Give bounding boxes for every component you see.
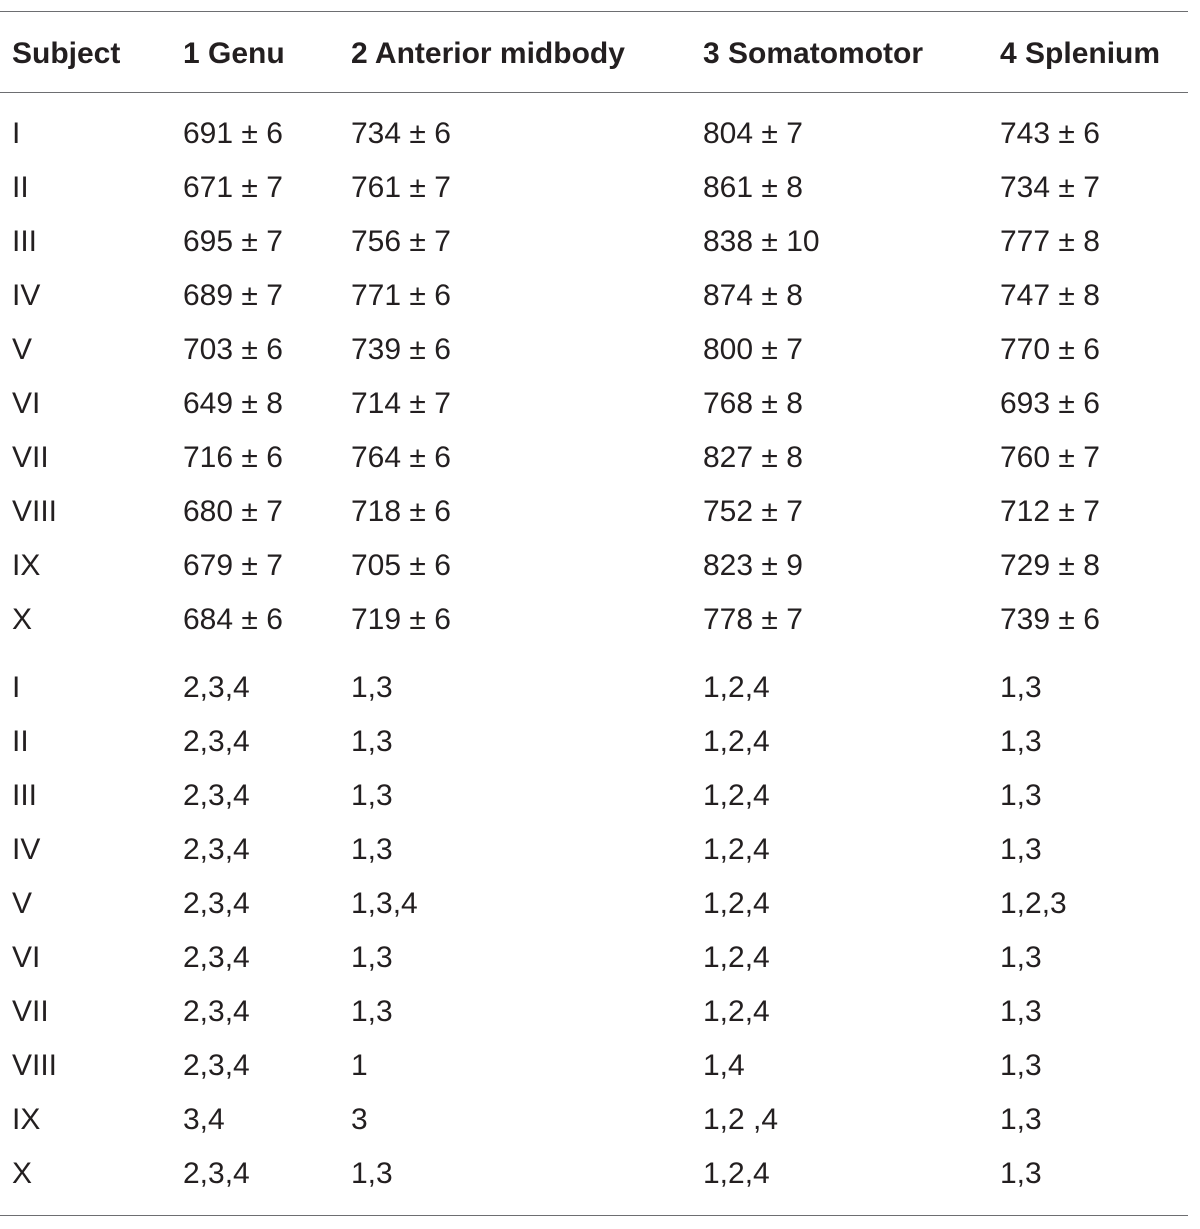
cell-subject: VIII (12, 1049, 58, 1082)
cell-genu: 691 ± 6 (183, 117, 283, 150)
cell-genu: 2,3,4 (183, 1049, 250, 1082)
cell-splenium: 1,3 (1000, 833, 1042, 866)
cell-somatomotor: 1,2,4 (703, 833, 770, 866)
cell-somatomotor: 1,2 ,4 (703, 1103, 779, 1136)
cell-genu: 684 ± 6 (183, 603, 283, 636)
cell-subject: V (12, 333, 33, 366)
cell-subject: VIII (12, 495, 58, 528)
cell-somatomotor: 1,2,4 (703, 671, 770, 704)
cell-somatomotor: 861 ± 8 (703, 171, 803, 204)
table-row (0, 276, 1200, 316)
cell-somatomotor: 1,2,4 (703, 1157, 770, 1190)
cell-genu: 695 ± 7 (183, 225, 283, 258)
cell-somatomotor: 804 ± 7 (703, 117, 803, 150)
cell-splenium: 1,3 (1000, 995, 1042, 1028)
cell-splenium: 734 ± 7 (1000, 171, 1100, 204)
cell-genu: 2,3,4 (183, 833, 250, 866)
cell-anterior-midbody: 1,3,4 (351, 887, 418, 920)
cell-anterior-midbody: 764 ± 6 (351, 441, 451, 474)
table-top-rule (0, 11, 1188, 12)
table-row (0, 884, 1200, 924)
cell-anterior-midbody: 1,3 (351, 1157, 393, 1190)
cell-genu: 680 ± 7 (183, 495, 283, 528)
cell-anterior-midbody: 1,3 (351, 995, 393, 1028)
cell-genu: 2,3,4 (183, 887, 250, 920)
cell-splenium: 760 ± 7 (1000, 441, 1100, 474)
table-row (0, 722, 1200, 762)
cell-subject: III (12, 779, 38, 812)
cell-splenium: 1,3 (1000, 671, 1042, 704)
table-row (0, 492, 1200, 532)
cell-genu: 2,3,4 (183, 1157, 250, 1190)
cell-anterior-midbody: 734 ± 6 (351, 117, 451, 150)
table-row (0, 600, 1200, 640)
cell-anterior-midbody: 761 ± 7 (351, 171, 451, 204)
header-splenium: 4 Splenium (1000, 37, 1161, 70)
header-anterior-midbody: 2 Anterior midbody (351, 37, 625, 70)
cell-anterior-midbody: 1,3 (351, 833, 393, 866)
table-row (0, 168, 1200, 208)
cell-splenium: 777 ± 8 (1000, 225, 1100, 258)
cell-splenium: 693 ± 6 (1000, 387, 1100, 420)
cell-subject: V (12, 887, 33, 920)
cell-genu: 2,3,4 (183, 671, 250, 704)
cell-somatomotor: 838 ± 10 (703, 225, 820, 258)
table-row (0, 330, 1200, 370)
header-somatomotor: 3 Somatomotor (703, 37, 924, 70)
table-row (0, 830, 1200, 870)
cell-genu: 2,3,4 (183, 995, 250, 1028)
table-row (0, 438, 1200, 478)
cell-splenium: 729 ± 8 (1000, 549, 1100, 582)
table-row (0, 668, 1200, 708)
cell-subject: IX (12, 549, 41, 582)
cell-genu: 671 ± 7 (183, 171, 283, 204)
table-row (0, 776, 1200, 816)
cell-genu: 2,3,4 (183, 779, 250, 812)
cell-subject: IV (12, 833, 41, 866)
cell-anterior-midbody: 1,3 (351, 779, 393, 812)
cell-genu: 3,4 (183, 1103, 225, 1136)
cell-subject: III (12, 225, 38, 258)
cell-anterior-midbody: 1,3 (351, 725, 393, 758)
header-genu: 1 Genu (183, 37, 285, 70)
cell-genu: 649 ± 8 (183, 387, 283, 420)
table-row (0, 938, 1200, 978)
table-bottom-rule (0, 1215, 1188, 1216)
cell-anterior-midbody: 3 (351, 1103, 368, 1136)
cell-splenium: 739 ± 6 (1000, 603, 1100, 636)
cell-genu: 716 ± 6 (183, 441, 283, 474)
cell-subject: II (12, 725, 29, 758)
cell-subject: IX (12, 1103, 41, 1136)
cell-subject: VII (12, 441, 49, 474)
cell-genu: 2,3,4 (183, 725, 250, 758)
cell-splenium: 712 ± 7 (1000, 495, 1100, 528)
cell-somatomotor: 874 ± 8 (703, 279, 803, 312)
cell-anterior-midbody: 771 ± 6 (351, 279, 451, 312)
cell-somatomotor: 1,2,4 (703, 995, 770, 1028)
cell-somatomotor: 1,2,4 (703, 779, 770, 812)
cell-somatomotor: 823 ± 9 (703, 549, 803, 582)
cell-subject: VI (12, 387, 41, 420)
cell-subject: X (12, 603, 33, 636)
cell-genu: 2,3,4 (183, 941, 250, 974)
cell-splenium: 743 ± 6 (1000, 117, 1100, 150)
cell-subject: I (12, 117, 21, 150)
cell-somatomotor: 1,2,4 (703, 887, 770, 920)
cell-splenium: 1,3 (1000, 779, 1042, 812)
cell-somatomotor: 752 ± 7 (703, 495, 803, 528)
cell-splenium: 770 ± 6 (1000, 333, 1100, 366)
cell-anterior-midbody: 718 ± 6 (351, 495, 451, 528)
cell-anterior-midbody: 739 ± 6 (351, 333, 451, 366)
cell-splenium: 1,3 (1000, 1103, 1042, 1136)
cell-splenium: 1,3 (1000, 1157, 1042, 1190)
cell-anterior-midbody: 705 ± 6 (351, 549, 451, 582)
cell-subject: X (12, 1157, 33, 1190)
cell-subject: I (12, 671, 21, 704)
table-row (0, 1154, 1200, 1194)
table-row (0, 1046, 1200, 1086)
cell-subject: VI (12, 941, 41, 974)
cell-somatomotor: 827 ± 8 (703, 441, 803, 474)
cell-somatomotor: 1,2,4 (703, 941, 770, 974)
cell-somatomotor: 800 ± 7 (703, 333, 803, 366)
cell-anterior-midbody: 756 ± 7 (351, 225, 451, 258)
table-row (0, 992, 1200, 1032)
cell-subject: II (12, 171, 29, 204)
cell-genu: 703 ± 6 (183, 333, 283, 366)
table-row (0, 222, 1200, 262)
cell-somatomotor: 778 ± 7 (703, 603, 803, 636)
table-row (0, 114, 1200, 154)
cell-anterior-midbody: 714 ± 7 (351, 387, 451, 420)
header-subject: Subject (12, 37, 121, 70)
cell-somatomotor: 1,4 (703, 1049, 745, 1082)
cell-genu: 679 ± 7 (183, 549, 283, 582)
cell-anterior-midbody: 1,3 (351, 671, 393, 704)
table-header-row (0, 34, 1200, 74)
table-header-rule (0, 92, 1188, 93)
cell-splenium: 1,3 (1000, 1049, 1042, 1082)
cell-genu: 689 ± 7 (183, 279, 283, 312)
cell-splenium: 747 ± 8 (1000, 279, 1100, 312)
table-row (0, 384, 1200, 424)
table-row (0, 546, 1200, 586)
table-row (0, 1100, 1200, 1140)
cell-anterior-midbody: 1,3 (351, 941, 393, 974)
cell-subject: IV (12, 279, 41, 312)
cell-splenium: 1,2,3 (1000, 887, 1067, 920)
cell-splenium: 1,3 (1000, 941, 1042, 974)
cell-subject: VII (12, 995, 49, 1028)
cell-splenium: 1,3 (1000, 725, 1042, 758)
cell-anterior-midbody: 719 ± 6 (351, 603, 451, 636)
cell-somatomotor: 1,2,4 (703, 725, 770, 758)
cell-anterior-midbody: 1 (351, 1049, 368, 1082)
cell-somatomotor: 768 ± 8 (703, 387, 803, 420)
